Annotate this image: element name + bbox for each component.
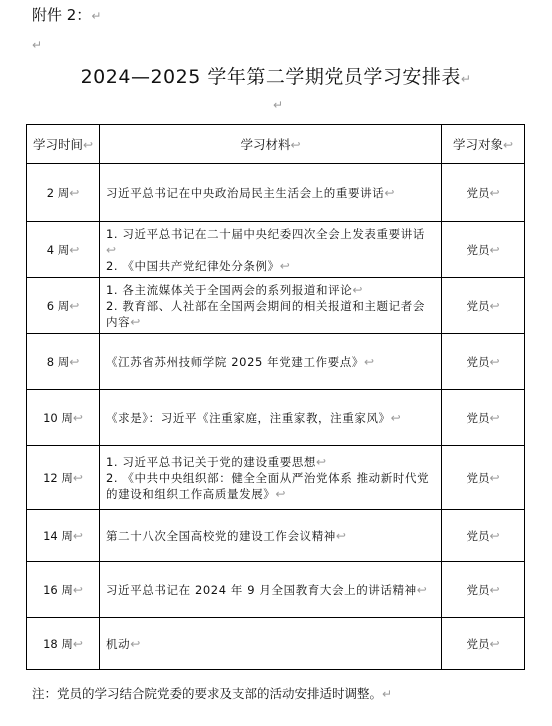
target-cell: 党员↩ (442, 278, 525, 334)
table-row (27, 278, 525, 334)
materials-cell (100, 278, 442, 334)
material-line: 第二十八次全国高校党的建设工作会议精神↩ (106, 528, 347, 543)
time-cell: 6 周↩ (27, 278, 100, 334)
table-row (27, 222, 525, 278)
materials-cell (100, 510, 442, 562)
paragraph-mark: ↵ (32, 38, 43, 52)
footnote: 注：党员的学习结合院党委的要求及支部的活动安排适时调整。↵ (32, 686, 393, 701)
time-cell: 4 周↩ (27, 222, 100, 278)
study-schedule-table (26, 124, 525, 670)
material-line: 习近平总书记在中央政治局民主生活会上的重要讲话↩ (106, 185, 395, 200)
table-row (27, 562, 525, 618)
material-line: 2. 教育部、人社部在全国两会期间的相关报道和主题记者会内容↩ (106, 298, 425, 329)
header-target: 学习对象↩ (442, 125, 525, 164)
document-title: 2024—2025 学年第二学期党员学习安排表↵ (80, 66, 472, 88)
header-time: 学习时间↩ (27, 125, 100, 164)
material-line: 《江苏省苏州技师学院 2025 年党建工作要点》↩ (106, 354, 375, 369)
materials-cell (100, 164, 442, 222)
materials-cell (100, 446, 442, 510)
paragraph-mark: ↵ (460, 72, 472, 86)
materials-cell (100, 222, 442, 278)
material-line: 2. 《中共中央组织部：健全全面从严治党体系 推动新时代党的建设和组织工作高质量发展》↩ (106, 470, 430, 501)
table-row (27, 446, 525, 510)
time-cell: 14 周↩ (27, 510, 100, 562)
material-line: 1. 习近平总书记在二十届中央纪委四次全会上发表重要讲话↩ (106, 226, 425, 257)
header-materials: 学习材料↩ (100, 125, 442, 164)
time-cell: 10 周↩ (27, 390, 100, 446)
table-row (27, 618, 525, 670)
target-cell: 党员↩ (442, 510, 525, 562)
materials-cell (100, 562, 442, 618)
target-cell: 党员↩ (442, 334, 525, 390)
paragraph-mark: ↵ (91, 9, 102, 23)
table-row (27, 390, 525, 446)
material-line: 机动↩ (106, 636, 141, 651)
target-cell: 党员↩ (442, 618, 525, 670)
material-line: 1. 各主流媒体关于全国两会的系列报道和评论↩ (106, 282, 363, 297)
materials-cell (100, 618, 442, 670)
target-cell: 党员↩ (442, 562, 525, 618)
attachment-label: 附件 2：↵ (32, 6, 102, 24)
material-line: 习近平总书记在 2024 年 9 月全国教育大会上的讲话精神↩ (106, 582, 428, 597)
time-cell: 8 周↩ (27, 334, 100, 390)
table-header-row (27, 125, 525, 164)
target-cell: 党员↩ (442, 164, 525, 222)
table-row (27, 164, 525, 222)
materials-cell (100, 334, 442, 390)
material-line: 《求是》：习近平《注重家庭，注重家教，注重家风》↩ (106, 410, 402, 425)
time-cell: 2 周↩ (27, 164, 100, 222)
materials-cell (100, 390, 442, 446)
material-line: 1. 习近平总书记关于党的建设重要思想↩ (106, 454, 327, 469)
table-row (27, 510, 525, 562)
paragraph-mark: ↵ (273, 98, 284, 112)
target-cell: 党员↩ (442, 222, 525, 278)
target-cell: 党员↩ (442, 446, 525, 510)
time-cell: 16 周↩ (27, 562, 100, 618)
time-cell: 18 周↩ (27, 618, 100, 670)
target-cell: 党员↩ (442, 390, 525, 446)
time-cell: 12 周↩ (27, 446, 100, 510)
material-line: 2. 《中国共产党纪律处分条例》↩ (106, 258, 291, 273)
table-row (27, 334, 525, 390)
